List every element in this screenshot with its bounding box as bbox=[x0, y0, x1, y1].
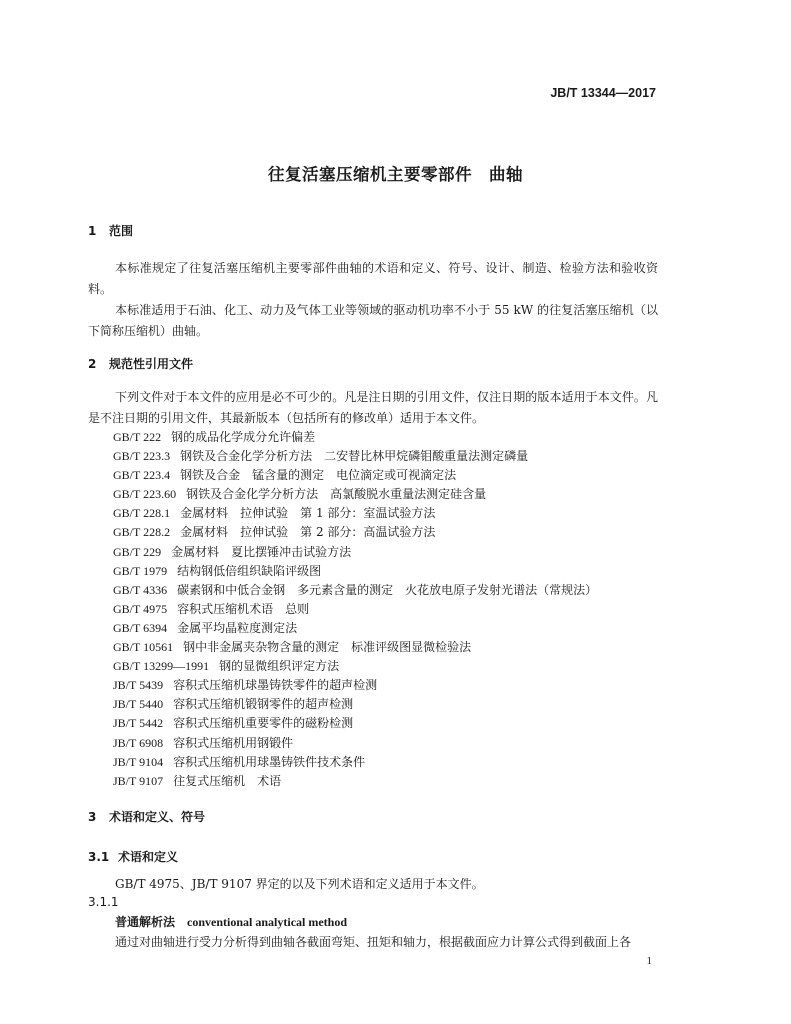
document-title: 往复活塞压缩机主要零部件 曲轴 bbox=[268, 165, 523, 184]
subsection-3-1-intro: GB/T 4975、JB/T 9107 界定的以及下列术语和定义适用于本文件。 bbox=[115, 877, 484, 891]
reference-item bbox=[113, 543, 597, 562]
reference-code: JB/T 9104 bbox=[113, 754, 164, 769]
section-1-paragraph-1: 本标准规定了往复活塞压缩机主要零部件曲轴的术语和定义、符号、设计、制造、检验方法和验收资料。 bbox=[88, 261, 658, 296]
reference-title: 往复式压缩机 术语 bbox=[173, 773, 282, 788]
reference-code: GB/T 10561 bbox=[113, 640, 174, 655]
subsection-3-1-title: 术语和定义 bbox=[118, 850, 179, 864]
term-name-cn: 普通解析法 bbox=[115, 915, 176, 929]
reference-code: GB/T 13299—1991 bbox=[113, 659, 210, 674]
reference-title: 金属材料 夏比摆锤冲击试验方法 bbox=[171, 544, 352, 559]
reference-item bbox=[113, 772, 597, 791]
reference-code: GB/T 4975 bbox=[113, 601, 168, 616]
reference-title: 容积式压缩机用球墨铸铁件技术条件 bbox=[173, 754, 366, 769]
reference-title: 金属材料 拉伸试验 第 1 部分：室温试验方法 bbox=[180, 506, 436, 521]
section-2-heading bbox=[88, 355, 193, 372]
reference-item bbox=[113, 638, 597, 657]
reference-title: 碳素钢和中低合金钢 多元素含量的测定 火花放电原子发射光谱法（常规法） bbox=[177, 582, 598, 597]
reference-code: GB/T 223.4 bbox=[113, 468, 171, 483]
reference-code: GB/T 229 bbox=[113, 544, 162, 559]
reference-item bbox=[113, 562, 597, 581]
reference-item bbox=[113, 753, 597, 772]
reference-code: GB/T 1979 bbox=[113, 563, 168, 578]
reference-title: 容积式压缩机锻钢零件的超声检测 bbox=[173, 697, 354, 712]
reference-title: 容积式压缩机球墨铸铁零件的超声检测 bbox=[173, 678, 378, 693]
reference-code: GB/T 4336 bbox=[113, 582, 168, 597]
reference-item bbox=[113, 466, 597, 485]
reference-title: 钢中非金属夹杂物含量的测定 标准评级图显微检验法 bbox=[183, 640, 472, 655]
reference-item bbox=[113, 600, 597, 619]
section-2-number: 2 bbox=[88, 357, 97, 371]
reference-title: 钢铁及合金化学分析方法 二安替比林甲烷磷钼酸重量法测定磷量 bbox=[180, 449, 529, 464]
reference-item bbox=[113, 734, 597, 753]
reference-item bbox=[113, 447, 597, 466]
section-1-number: 1 bbox=[88, 224, 97, 238]
reference-title: 钢铁及合金化学分析方法 高氯酸脱水重量法测定硅含量 bbox=[186, 487, 487, 502]
reference-code: GB/T 222 bbox=[113, 430, 162, 444]
reference-code: JB/T 9107 bbox=[113, 773, 164, 788]
reference-title: 钢铁及合金 锰含量的测定 电位滴定或可视滴定法 bbox=[180, 468, 457, 483]
reference-title: 结构钢低倍组织缺陷评级图 bbox=[177, 563, 322, 578]
reference-title: 容积式压缩机术语 总则 bbox=[177, 601, 310, 616]
section-3-title: 术语和定义、符号 bbox=[109, 810, 206, 824]
reference-code: GB/T 228.1 bbox=[113, 506, 171, 521]
reference-item bbox=[113, 714, 597, 733]
reference-code: GB/T 228.2 bbox=[113, 525, 171, 540]
reference-code: GB/T 223.60 bbox=[113, 487, 177, 502]
reference-code: GB/T 223.3 bbox=[113, 449, 171, 464]
section-1-heading bbox=[88, 222, 133, 239]
section-2-title: 规范性引用文件 bbox=[109, 357, 194, 371]
reference-item bbox=[113, 619, 597, 638]
term-name bbox=[115, 913, 347, 930]
reference-item bbox=[113, 676, 597, 695]
reference-item bbox=[113, 581, 597, 600]
term-number: 3.1.1 bbox=[88, 895, 119, 909]
section-3-heading bbox=[88, 808, 205, 825]
standard-code: JB/T 13344—2017 bbox=[550, 86, 656, 100]
reference-title: 金属平均晶粒度测定法 bbox=[177, 620, 298, 635]
reference-code: JB/T 5440 bbox=[113, 697, 164, 712]
reference-item bbox=[113, 695, 597, 714]
reference-title: 容积式压缩机用钢锻件 bbox=[173, 735, 294, 750]
reference-title: 金属材料 拉伸试验 第 2 部分：高温试验方法 bbox=[180, 525, 436, 540]
section-1-paragraph-2: 本标准适用于石油、化工、动力及气体工业等领域的驱动机功率不小于 55 kW 的往复活塞压缩机（以下简称压缩机）曲轴。 bbox=[88, 303, 658, 338]
section-2-intro: 下列文件对于本文件的应用是必不可少的。凡是注日期的引用文件，仅注日期的版本适用于本文件。凡是不注日期的引用文件，其最新版本（包括所有的修改单）适用于本文件。 bbox=[88, 390, 658, 425]
reference-code: JB/T 6908 bbox=[113, 735, 164, 750]
reference-title: 容积式压缩机重要零件的磁粉检测 bbox=[173, 716, 354, 731]
reference-title: 钢的成品化学成分允许偏差 bbox=[171, 430, 316, 444]
reference-list bbox=[113, 428, 597, 791]
section-3-number: 3 bbox=[88, 810, 97, 824]
reference-item bbox=[113, 428, 597, 447]
reference-item bbox=[113, 504, 597, 523]
term-definition: 通过对曲轴进行受力分析得到曲轴各截面弯矩、扭矩和轴力，根据截面应力计算公式得到截面上各 bbox=[115, 935, 632, 949]
term-name-en: conventional analytical method bbox=[187, 915, 348, 929]
reference-item bbox=[113, 523, 597, 542]
reference-code: JB/T 5439 bbox=[113, 678, 164, 693]
subsection-3-1-number: 3.1 bbox=[88, 850, 110, 864]
reference-code: GB/T 6394 bbox=[113, 620, 168, 635]
reference-title: 钢的显微组织评定方法 bbox=[219, 659, 340, 674]
page-number: 1 bbox=[646, 955, 652, 967]
section-1-title: 范围 bbox=[109, 224, 134, 238]
subsection-3-1-heading bbox=[88, 848, 178, 865]
reference-code: JB/T 5442 bbox=[113, 716, 164, 731]
reference-item bbox=[113, 485, 597, 504]
reference-item bbox=[113, 657, 597, 676]
